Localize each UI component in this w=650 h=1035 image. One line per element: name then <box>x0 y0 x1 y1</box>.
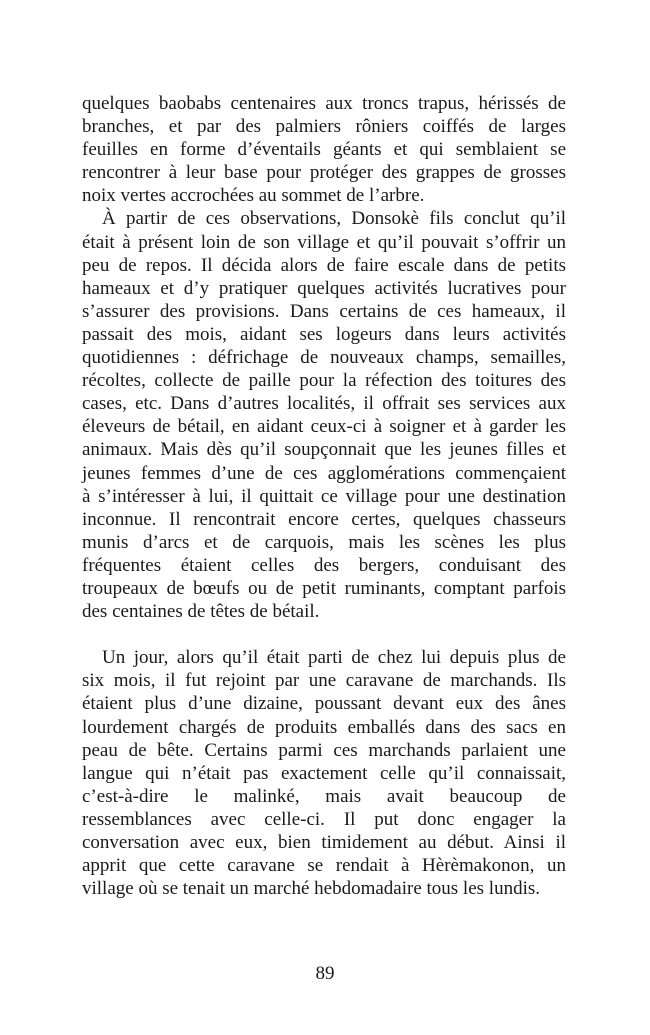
text-line: noix vertes accrochées au sommet de l’arbre. <box>82 185 425 207</box>
text-line: feuilles en forme d’éventails géants et qui semblaient se <box>82 139 566 161</box>
text-line: inconnue. Il rencontrait encore certes, quelques chasseurs <box>82 508 566 530</box>
text-line: langue qui n’était pas exactement celle qu’il connaissait, <box>82 762 566 784</box>
text-line: s’assurer des provisions. Dans certains de ces hameaux, il <box>82 300 566 322</box>
paragraph-2 <box>82 207 566 623</box>
text-line: éleveurs de bétail, en aidant ceux-ci à soigner et à garder les <box>82 416 566 438</box>
text-line: six mois, il fut rejoint par une caravane de marchands. Ils <box>82 670 566 692</box>
text-line: des centaines de têtes de bétail. <box>82 601 320 623</box>
text-line: À partir de ces observations, Donsokè fils conclut qu’il <box>102 208 566 230</box>
paragraph-1 <box>82 92 566 207</box>
text-line: village où se tenait un marché hebdomadaire tous les lundis. <box>82 878 540 900</box>
text-line: étaient plus d’une dizaine, poussant devant eux des ânes <box>82 693 566 715</box>
text-line: cases, etc. Dans d’autres localités, il offrait ses services aux <box>82 393 566 415</box>
text-line: ressemblances avec celle-ci. Il put donc engager la <box>82 808 566 830</box>
text-line: passait des mois, aidant ses logeurs dans leurs activités <box>82 323 566 345</box>
text-line: était à présent loin de son village et qu’il pouvait s’offrir un <box>82 231 566 253</box>
text-line: fréquentes étaient celles des bergers, conduisant des <box>82 554 566 576</box>
text-line: c’est-à-dire le malinké, mais avait beaucoup de <box>82 785 566 807</box>
text-line: quelques baobabs centenaires aux troncs trapus, hérissés de <box>82 93 566 114</box>
text-line: branches, et par des palmiers rôniers coiffés de larges <box>82 116 566 138</box>
text-line: peu de repos. Il décida alors de faire escale dans de petits <box>82 254 566 276</box>
text-line: à s’intéresser à lui, il quittait ce village pour une destination <box>82 485 566 507</box>
text-line: animaux. Mais dès qu’il soupçonnait que les jeunes filles et <box>82 439 566 461</box>
text-line: conversation avec eux, bien timidement au début. Ainsi il <box>82 832 566 853</box>
text-line: Un jour, alors qu’il était parti de chez lui depuis plus de <box>102 647 566 669</box>
text-line: hameaux et d’y pratiquer quelques activités lucratives pour <box>82 277 566 299</box>
text-line: peau de bête. Certains parmi ces marchands parlaient une <box>82 739 566 761</box>
paragraph-3 <box>82 646 566 900</box>
text-line: jeunes femmes d’une de ces agglomérations commençaient <box>82 462 566 484</box>
page-body <box>82 92 566 900</box>
text-line: troupeaux de bœufs ou de petit ruminants, comptant parfois <box>82 577 566 599</box>
page-number: 89 <box>315 963 335 984</box>
text-line: récoltes, collecte de paille pour la réfection des toitures des <box>82 370 566 392</box>
text-line: munis d’arcs et de carquois, mais les scènes les plus <box>82 531 566 553</box>
text-line: lourdement chargés de produits emballés dans des sacs en <box>82 716 566 738</box>
text-line: quotidiennes : défrichage de nouveaux champs, semailles, <box>82 347 566 369</box>
paragraph-spacer <box>82 623 566 646</box>
text-line: rencontrer à leur base pour protéger des grappes de grosses <box>82 162 566 184</box>
text-line: apprit que cette caravane se rendait à Hèrèmakonon, un <box>82 855 566 877</box>
